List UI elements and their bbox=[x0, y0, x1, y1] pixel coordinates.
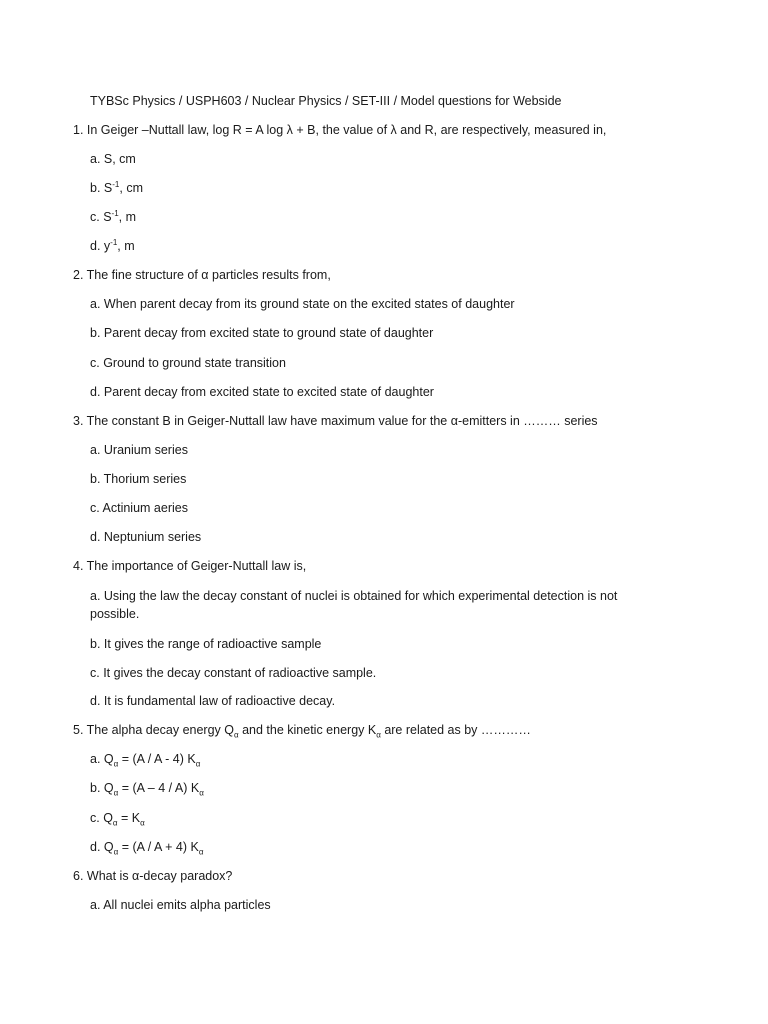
q6-option-a: a. All nuclei emits alpha particles bbox=[90, 898, 271, 912]
q2-option-a: a. When parent decay from its ground state on the excited states of daughter bbox=[90, 297, 515, 311]
question-4: 4. The importance of Geiger-Nuttall law is, bbox=[73, 559, 307, 573]
q1-option-b: b. $S^{-1}$, cm bbox=[90, 179, 143, 195]
q4-option-c: c. It gives the decay constant of radioactive sample. bbox=[90, 666, 377, 680]
q3-option-c: c. Actinium aeries bbox=[90, 501, 188, 515]
q3-option-a: a. Uranium series bbox=[90, 443, 188, 457]
q3-option-b: b. Thorium series bbox=[90, 472, 187, 486]
q4-option-a: a. Using the law the decay constant of nuclei is obtained for which experimental detection is not possible. bbox=[90, 589, 618, 621]
question-5: 5. The alpha decay energy $Q_\alpha$ and the kinetic energy $K_\alpha$ are related as by ………… bbox=[73, 723, 531, 740]
question-3: 3. The constant B in Geiger-Nuttall law have maximum value for the α-emitters in ……… series bbox=[73, 414, 598, 428]
q2-option-d: d. Parent decay from excited state to excited state of daughter bbox=[90, 385, 434, 399]
q5-option-a: a. $Q_\alpha = (A / A - 4)$ $K_\alpha$ bbox=[90, 752, 201, 769]
q4-option-d: d. It is fundamental law of radioactive decay. bbox=[90, 694, 336, 708]
question-6: 6. What is α-decay paradox? bbox=[73, 869, 233, 883]
q3-option-d: d. Neptunium series bbox=[90, 530, 202, 544]
question-2: 2. The fine structure of α particles results from, bbox=[73, 268, 331, 282]
q4-option-b: b. It gives the range of radioactive sample bbox=[90, 637, 322, 651]
q5-option-b: b. $Q_\alpha = (A - 4 / A)$ $K_\alpha$ bbox=[90, 781, 204, 798]
q2-option-c: c. Ground to ground state transition bbox=[90, 356, 286, 370]
q5-option-d: d. $Q_\alpha = (A / A + 4)$ $K_\alpha$ bbox=[90, 840, 204, 857]
q2-option-b: b. Parent decay from excited state to ground state of daughter bbox=[90, 326, 434, 340]
q5-option-c: c. $Q_\alpha = K_\alpha$ bbox=[90, 811, 145, 828]
page-title: TYBSc Physics / USPH603 / Nuclear Physics / SET-III / Model questions for Webside bbox=[90, 94, 562, 108]
q1-option-c: c. $S^{-1}$, m bbox=[90, 208, 137, 224]
q1-option-a: a. S, cm bbox=[90, 152, 136, 166]
question-1: 1. In Geiger –Nuttall law, log R = A log λ + B, the value of λ and R, are respectively, measured in, bbox=[73, 123, 607, 137]
q1-option-d: d. $y^{-1}$, m bbox=[90, 237, 135, 253]
